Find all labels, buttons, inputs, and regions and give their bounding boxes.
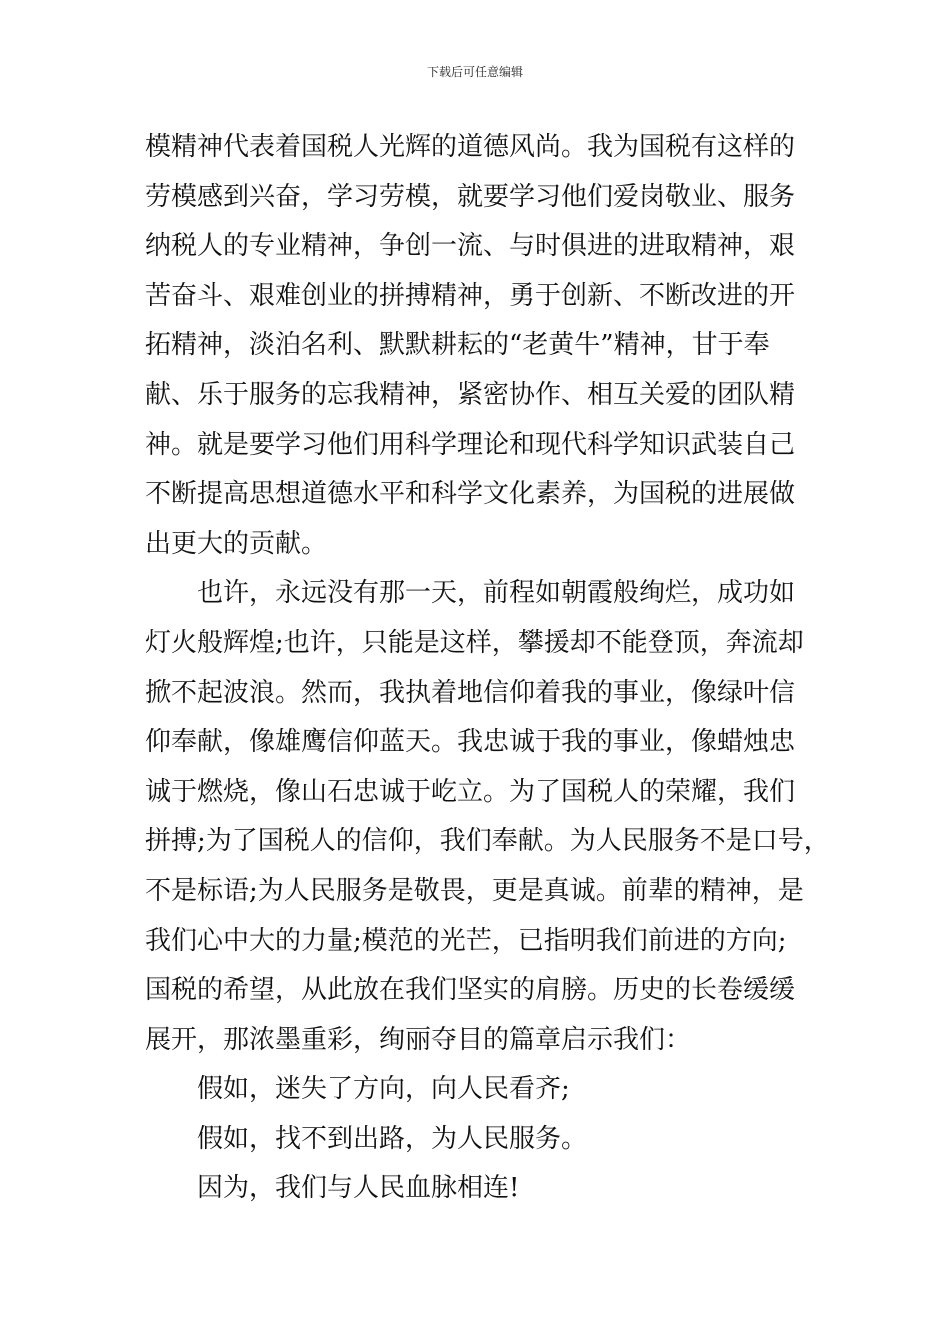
text-line: 不断提高思想道德水平和科学文化素养，为国税的进展做: [145, 479, 796, 510]
text-line: 劳模感到兴奋，学习劳模，就要学习他们爱岗敬业、服务: [145, 181, 796, 212]
text-line: 展开，那浓墨重彩，绚丽夺目的篇章启示我们：: [145, 1024, 692, 1055]
text-line: 模精神代表着国税人光辉的道德风尚。我为国税有这样的: [145, 132, 796, 162]
text-line: 拼搏;为了国税人的信仰，我们奉献。为人民服务不是口号，: [145, 826, 830, 857]
text-line: 纳税人的专业精神，争创一流、与时俱进的进取精神，艰: [145, 231, 796, 262]
text-line: 灯火般辉煌;也许，只能是这样，攀援却不能登顶，奔流却: [145, 627, 804, 658]
document-body: [145, 123, 830, 1214]
text-line: 出更大的贡献。: [145, 528, 328, 559]
text-line: 献、乐于服务的忘我精神，紧密协作、相互关爱的团队精: [145, 379, 796, 410]
text-line: 假如，迷失了方向，向人民看齐;: [197, 1074, 570, 1105]
text-line: 仰奉献，像雄鹰信仰蓝天。我忠诚于我的事业，像蜡烛忠: [145, 727, 796, 758]
text-line: 神。就是要学习他们用科学理论和现代科学知识武装自己: [145, 429, 796, 460]
text-line: 也许，永远没有那一天，前程如朝霞般绚烂，成功如: [197, 578, 796, 609]
text-line: 拓精神，淡泊名利、默默耕耘的“老黄牛”精神，甘于奉: [145, 330, 770, 361]
page-header: 下载后可任意编辑: [426, 65, 523, 79]
text-line: 苦奋斗、艰难创业的拼搏精神，勇于创新、不断改进的开: [145, 280, 796, 311]
text-line: 假如，找不到出路，为人民服务。: [197, 1123, 588, 1154]
text-line: 因为，我们与人民血脉相连!: [197, 1173, 520, 1204]
text-line: 我们心中大的力量;模范的光芒，已指明我们前进的方向;: [145, 925, 787, 956]
text-line: 掀不起波浪。然而，我执着地信仰着我的事业，像绿叶信: [145, 677, 796, 708]
text-line: 国税的希望，从此放在我们坚实的肩膀。历史的长卷缓缓: [145, 975, 796, 1006]
text-line: 诚于燃烧，像山石忠诚于屹立。为了国税人的荣耀，我们: [145, 776, 796, 807]
text-line: 不是标语;为人民服务是敬畏，更是真诚。前辈的精神，是: [145, 875, 804, 906]
